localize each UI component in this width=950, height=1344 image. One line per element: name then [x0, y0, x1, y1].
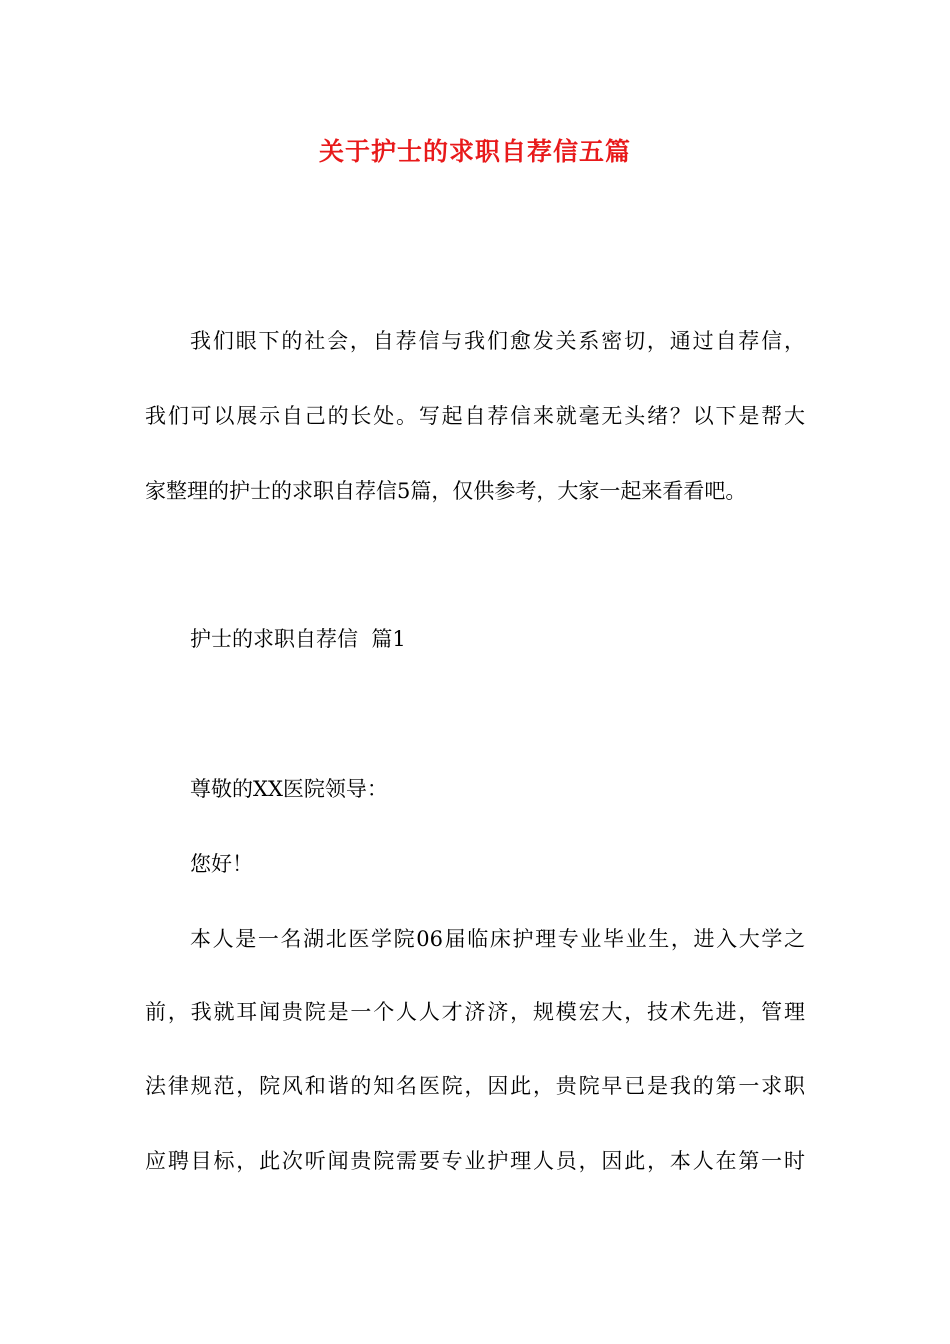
greeting: 您好！ — [190, 852, 253, 876]
body-line-3: 法律规范，院风和谐的知名医院，因此，贵院早已是我的第一求职 — [145, 1074, 805, 1098]
body-line-1: 本人是一名湖北医学院06届临床护理专业毕业生，进入大学之 — [190, 927, 805, 951]
intro-line-1: 我们眼下的社会，自荐信与我们愈发关系密切，通过自荐信， — [190, 329, 805, 353]
document-title: 关于护士的求职自荐信五篇 — [318, 137, 631, 166]
section-heading: 护士的求职自荐信 篇1 — [190, 627, 406, 651]
intro-line-3: 家整理的护士的求职自荐信5篇，仅供参考，大家一起来看看吧。 — [145, 479, 747, 503]
body-line-4: 应聘目标，此次听闻贵院需要专业护理人员，因此，本人在第一时 — [145, 1149, 805, 1173]
intro-line-2: 我们可以展示自己的长处。写起自荐信来就毫无头绪？以下是帮大 — [145, 404, 805, 428]
body-line-2: 前，我就耳闻贵院是一个人人才济济，规模宏大，技术先进，管理 — [145, 1000, 805, 1024]
salutation: 尊敬的XX医院领导： — [190, 777, 388, 801]
